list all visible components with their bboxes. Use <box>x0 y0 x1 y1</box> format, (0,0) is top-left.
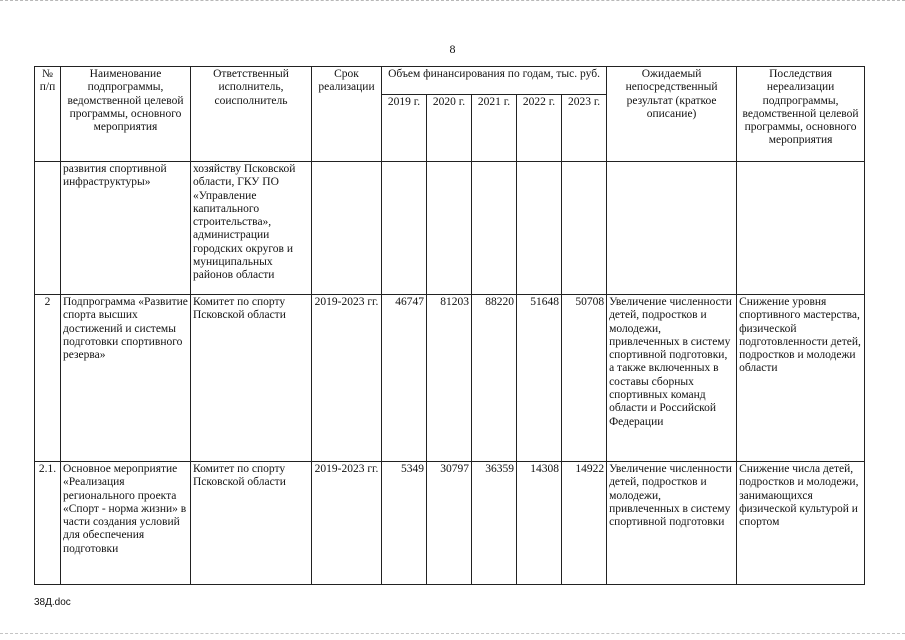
cell-result <box>607 162 737 295</box>
cell-num: 2.1. <box>35 462 61 585</box>
cell-num <box>35 162 61 295</box>
cell-funding <box>427 162 472 295</box>
cell-period: 2019-2023 гг. <box>312 295 382 462</box>
cell-executor: хозяйству Псковской области, ГКУ ПО «Управление капитального строительства», администрации городских округов и муниципальных районов области <box>191 162 312 295</box>
cell-funding: 14922 <box>562 462 607 585</box>
header-consequences: Последствия нереализации подпрограммы, ведомственной целевой программы, основного мероприятия <box>737 67 865 162</box>
header-name: Наименование подпрограммы, ведомственной целевой программы, основного мероприятия <box>61 67 191 162</box>
cell-executor: Комитет по спорту Псковской области <box>191 462 312 585</box>
cell-funding <box>382 162 427 295</box>
header-year: 2022 г. <box>517 95 562 162</box>
cell-funding: 5349 <box>382 462 427 585</box>
header-funding: Объем финансирования по годам, тыс. руб. <box>382 67 607 95</box>
table-row <box>35 462 865 585</box>
scan-bottom-edge <box>0 633 905 635</box>
cell-funding: 51648 <box>517 295 562 462</box>
header-num: № п/п <box>35 67 61 162</box>
cell-funding <box>472 162 517 295</box>
cell-result: Увеличение численности детей, подростков и молодежи, привлеченных в систему спортивной подготовки, а также включенных в составы сборных спортивных команд области и Российской Федерации <box>607 295 737 462</box>
table-row <box>35 162 865 295</box>
page-number: 8 <box>449 42 456 56</box>
cell-funding: 36359 <box>472 462 517 585</box>
cell-name: Подпрограмма «Развитие спорта высших достижений и системы подготовки спортивного резерва» <box>61 295 191 462</box>
cell-funding <box>517 162 562 295</box>
cell-executor: Комитет по спорту Псковской области <box>191 295 312 462</box>
header-executor: Ответственный исполнитель, соисполнитель <box>191 67 312 162</box>
footer-filename: 38Д.doc <box>34 597 71 608</box>
cell-period <box>312 162 382 295</box>
header-row-1 <box>35 67 865 95</box>
header-result: Ожидаемый непосредственный результат (краткое описание) <box>607 67 737 162</box>
header-year: 2019 г. <box>382 95 427 162</box>
cell-consequences: Снижение числа детей, подростков и молодежи, занимающихся физической культурой и спортом <box>737 462 865 585</box>
funding-table <box>34 66 865 585</box>
header-year: 2023 г. <box>562 95 607 162</box>
header-year: 2020 г. <box>427 95 472 162</box>
scan-top-edge <box>0 0 905 3</box>
cell-funding: 46747 <box>382 295 427 462</box>
cell-result: Увеличение численности детей, подростков и молодежи, привлеченных в систему спортивной подготовки <box>607 462 737 585</box>
header-year: 2021 г. <box>472 95 517 162</box>
header-period: Срок реализации <box>312 67 382 162</box>
cell-num: 2 <box>35 295 61 462</box>
cell-period: 2019-2023 гг. <box>312 462 382 585</box>
cell-consequences <box>737 162 865 295</box>
cell-consequences: Снижение уровня спортивного мастерства, физической подготовленности детей, подростков и молодежи области <box>737 295 865 462</box>
cell-funding: 14308 <box>517 462 562 585</box>
cell-funding: 50708 <box>562 295 607 462</box>
cell-funding: 81203 <box>427 295 472 462</box>
table-row <box>35 295 865 462</box>
cell-name: развития спортивной инфраструктуры» <box>61 162 191 295</box>
cell-name: Основное мероприятие «Реализация регионального проекта «Спорт - норма жизни» в части создания условий для обеспечения подготовки <box>61 462 191 585</box>
cell-funding: 30797 <box>427 462 472 585</box>
cell-funding <box>562 162 607 295</box>
cell-funding: 88220 <box>472 295 517 462</box>
